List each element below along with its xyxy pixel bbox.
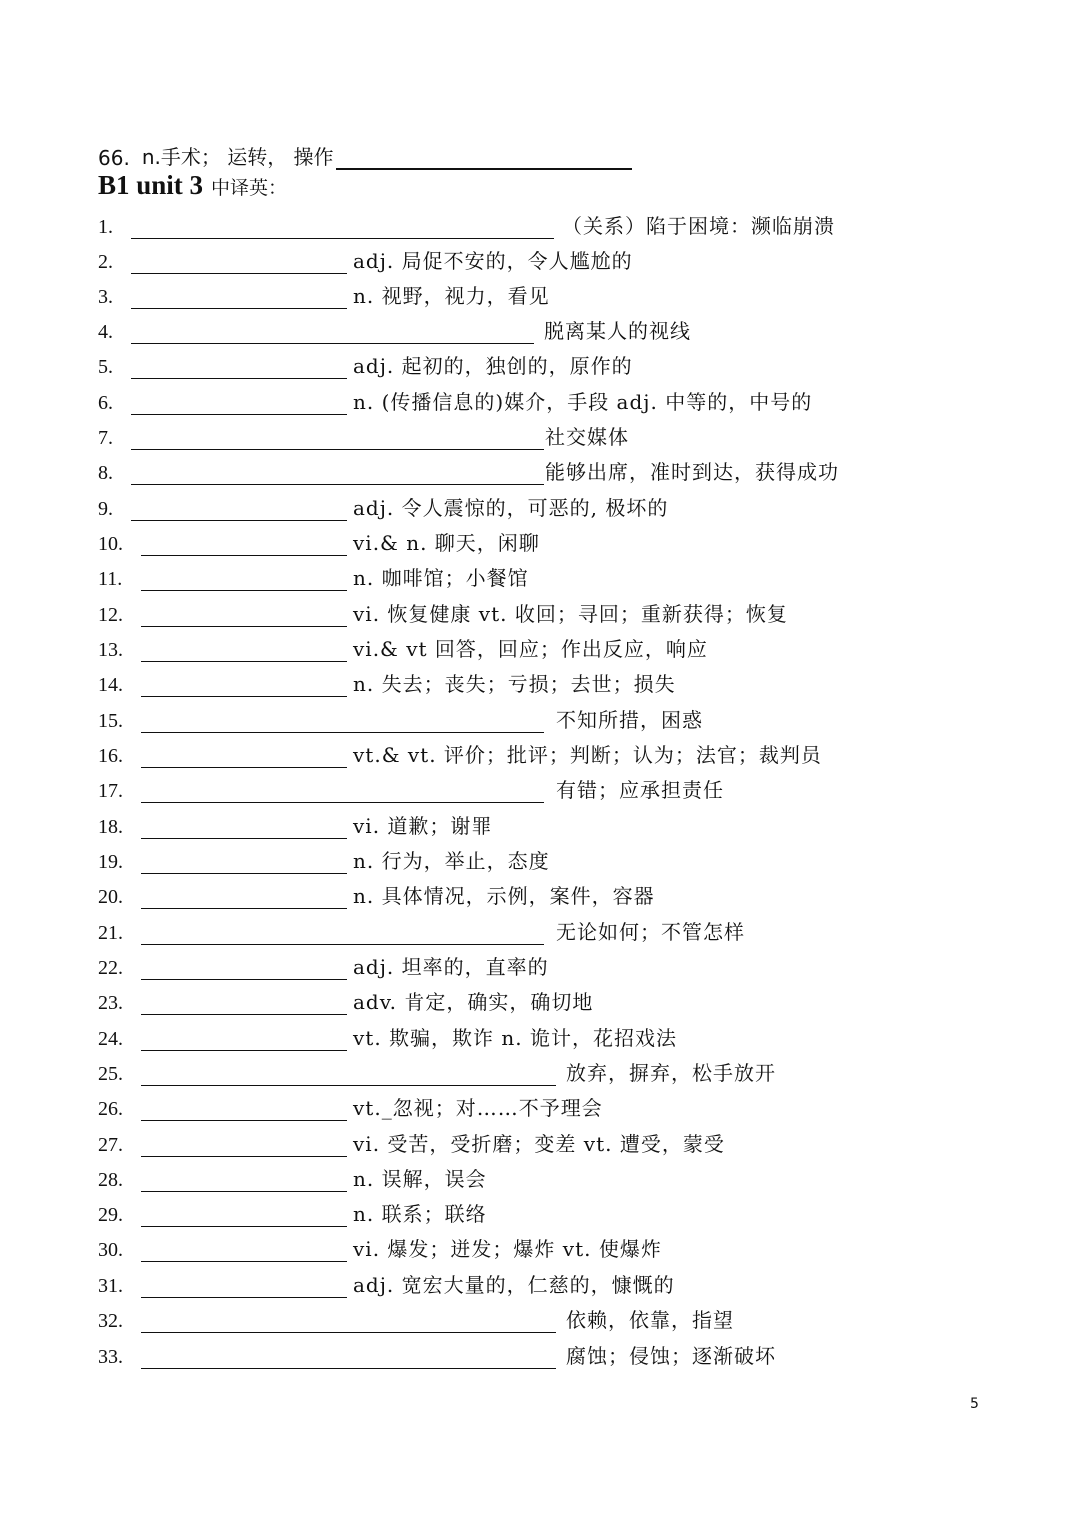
answer-blank[interactable] <box>141 1169 347 1192</box>
answer-blank[interactable] <box>141 639 347 662</box>
item-number: 32. <box>98 1310 123 1332</box>
vocab-item <box>98 736 822 768</box>
item-number: 21. <box>98 922 123 944</box>
item-definition: 无论如何；不管怎样 <box>556 920 745 944</box>
answer-blank[interactable] <box>141 745 347 768</box>
item-number: 7. <box>98 427 113 449</box>
item-definition: vi. 道歉；谢罪 <box>353 814 493 838</box>
vocab-item <box>98 701 703 733</box>
item-number: 13. <box>98 639 123 661</box>
vocab-item <box>98 665 676 697</box>
item-definition: adj. 宽宏大量的，仁慈的，慷慨的 <box>353 1273 675 1297</box>
answer-blank[interactable] <box>141 604 347 627</box>
answer-blank[interactable] <box>141 851 347 874</box>
item-number: 2. <box>98 251 113 273</box>
answer-blank[interactable] <box>131 462 544 485</box>
item-definition: vi. 恢复健康 vt. 收回；寻回；重新获得；恢复 <box>353 602 788 626</box>
item-definition: vi.& vt 回答，回应；作出反应，响应 <box>353 637 708 661</box>
item-definition: 脱离某人的视线 <box>544 319 691 343</box>
item-number: 8. <box>98 462 113 484</box>
item-number: 16. <box>98 745 123 767</box>
item-66-number: 66. <box>98 146 130 170</box>
vocab-item <box>98 1195 487 1227</box>
item-number: 12. <box>98 604 123 626</box>
answer-blank[interactable] <box>141 710 544 733</box>
section-title-zh: 中译英： <box>211 177 288 199</box>
answer-blank[interactable] <box>141 886 347 909</box>
item-66-definition: n.手术； 运转， 操作 <box>141 145 334 169</box>
item-number: 15. <box>98 710 123 732</box>
vocab-item <box>98 1125 725 1157</box>
item-definition: vt. 欺骗，欺诈 n. 诡计，花招戏法 <box>353 1026 678 1050</box>
item-number: 27. <box>98 1134 123 1156</box>
item-number: 31. <box>98 1275 123 1297</box>
vocab-item <box>98 242 633 274</box>
vocab-item <box>98 1160 487 1192</box>
item-definition: 能够出席，准时到达，获得成功 <box>545 460 839 484</box>
item-number: 19. <box>98 851 123 873</box>
item-number: 9. <box>98 498 113 520</box>
vocab-item <box>98 948 549 980</box>
answer-blank[interactable] <box>141 816 347 839</box>
vocab-item <box>98 842 550 874</box>
item-definition: （关系）陷于困境：濒临崩溃 <box>562 214 835 238</box>
answer-blank[interactable] <box>131 251 347 274</box>
item-definition: adj. 坦率的，直率的 <box>353 955 549 979</box>
item-66-answer-blank[interactable] <box>336 144 632 170</box>
answer-blank[interactable] <box>141 1134 347 1157</box>
vocab-item <box>98 1019 677 1051</box>
answer-blank[interactable] <box>141 1239 347 1262</box>
answer-blank[interactable] <box>131 498 347 521</box>
item-number: 6. <box>98 392 113 414</box>
vocab-item <box>98 913 745 945</box>
vocab-item <box>98 559 529 591</box>
vocab-item <box>98 489 668 521</box>
item-number: 4. <box>98 321 113 343</box>
vocab-item <box>98 1230 662 1262</box>
answer-blank[interactable] <box>131 286 347 309</box>
vocab-item <box>98 1089 603 1121</box>
section-title-en: B1 unit 3 <box>98 170 204 200</box>
item-number: 23. <box>98 992 123 1014</box>
vocab-item <box>98 418 629 450</box>
answer-blank[interactable] <box>141 568 347 591</box>
item-definition: vt.& vt. 评价；批评；判断；认为；法官；裁判员 <box>353 743 822 767</box>
answer-blank[interactable] <box>141 533 347 556</box>
answer-blank[interactable] <box>131 356 347 379</box>
item-definition: 社交媒体 <box>545 425 629 449</box>
item-number: 3. <box>98 286 113 308</box>
vocab-item <box>98 277 550 309</box>
answer-blank[interactable] <box>131 321 534 344</box>
vocab-item <box>98 983 593 1015</box>
item-definition: vi. 受苦，受折磨；变差 vt. 遭受，蒙受 <box>353 1132 725 1156</box>
answer-blank[interactable] <box>141 992 347 1015</box>
item-definition: vi.& n. 聊天，闲聊 <box>353 531 540 555</box>
item-number: 11. <box>98 568 123 590</box>
answer-blank[interactable] <box>141 1063 556 1086</box>
vocab-item <box>98 347 633 379</box>
item-number: 1. <box>98 216 113 238</box>
vocab-item <box>98 877 655 909</box>
vocab-item <box>98 207 835 239</box>
answer-blank[interactable] <box>141 674 347 697</box>
item-definition: n. 行为，举止，态度 <box>353 849 550 873</box>
vocab-item <box>98 771 724 803</box>
item-definition: 腐蚀；侵蚀；逐渐破坏 <box>566 1344 776 1368</box>
item-definition: 依赖，依靠，指望 <box>566 1308 734 1332</box>
item-number: 33. <box>98 1346 123 1368</box>
vocab-item <box>98 524 540 556</box>
item-number: 18. <box>98 816 123 838</box>
item-number: 25. <box>98 1063 123 1085</box>
item-definition: 有错；应承担责任 <box>556 778 724 802</box>
vocab-item <box>98 595 788 627</box>
item-number: 22. <box>98 957 123 979</box>
answer-blank[interactable] <box>141 922 544 945</box>
page-number: 5 <box>970 1396 979 1412</box>
answer-blank[interactable] <box>141 957 347 980</box>
vocab-item <box>98 312 691 344</box>
item-definition: vt._忽视；对……不予理会 <box>353 1096 603 1120</box>
item-66 <box>98 136 632 170</box>
item-number: 24. <box>98 1028 123 1050</box>
vocab-item <box>98 453 839 485</box>
vocab-item <box>98 807 492 839</box>
item-definition: adj. 令人震惊的，可恶的, 极坏的 <box>353 496 669 520</box>
item-definition: n. 联系；联络 <box>353 1202 487 1226</box>
item-definition: adv. 肯定，确实，确切地 <box>353 990 594 1014</box>
vocab-item <box>98 383 812 415</box>
item-definition: vi. 爆发；迸发；爆炸 vt. 使爆炸 <box>353 1237 662 1261</box>
vocab-item <box>98 1054 776 1086</box>
answer-blank[interactable] <box>141 1098 347 1121</box>
answer-blank[interactable] <box>141 1310 556 1333</box>
item-definition: adj. 起初的，独创的，原作的 <box>353 354 633 378</box>
item-number: 14. <box>98 674 123 696</box>
answer-blank[interactable] <box>141 1028 347 1051</box>
item-definition: n. 视野，视力，看见 <box>353 284 550 308</box>
answer-blank[interactable] <box>141 1275 347 1298</box>
item-number: 20. <box>98 886 123 908</box>
item-number: 26. <box>98 1098 123 1120</box>
item-number: 29. <box>98 1204 123 1226</box>
item-definition: 放弃，摒弃，松手放开 <box>566 1061 776 1085</box>
item-number: 10. <box>98 533 123 555</box>
vocab-item <box>98 630 708 662</box>
item-number: 30. <box>98 1239 123 1261</box>
vocab-item <box>98 1337 776 1369</box>
item-definition: n. (传播信息的)媒介，手段 adj. 中等的，中号的 <box>353 390 813 414</box>
answer-blank[interactable] <box>131 392 347 415</box>
item-definition: 不知所措，困惑 <box>556 708 703 732</box>
answer-blank[interactable] <box>131 427 544 450</box>
item-number: 28. <box>98 1169 123 1191</box>
answer-blank[interactable] <box>141 1346 556 1369</box>
item-definition: adj. 局促不安的，令人尴尬的 <box>353 249 633 273</box>
item-definition: n. 失去；丧失；亏损；去世；损失 <box>353 672 676 696</box>
item-definition: n. 误解，误会 <box>353 1167 487 1191</box>
section-title <box>98 170 287 202</box>
answer-blank[interactable] <box>141 780 544 803</box>
vocab-item <box>98 1266 675 1298</box>
item-number: 17. <box>98 780 123 802</box>
answer-blank[interactable] <box>141 1204 347 1227</box>
item-definition: n. 具体情况，示例，案件，容器 <box>353 884 655 908</box>
item-definition: n. 咖啡馆；小餐馆 <box>353 566 529 590</box>
vocab-item <box>98 1301 734 1333</box>
item-number: 5. <box>98 356 113 378</box>
answer-blank[interactable] <box>131 216 554 239</box>
